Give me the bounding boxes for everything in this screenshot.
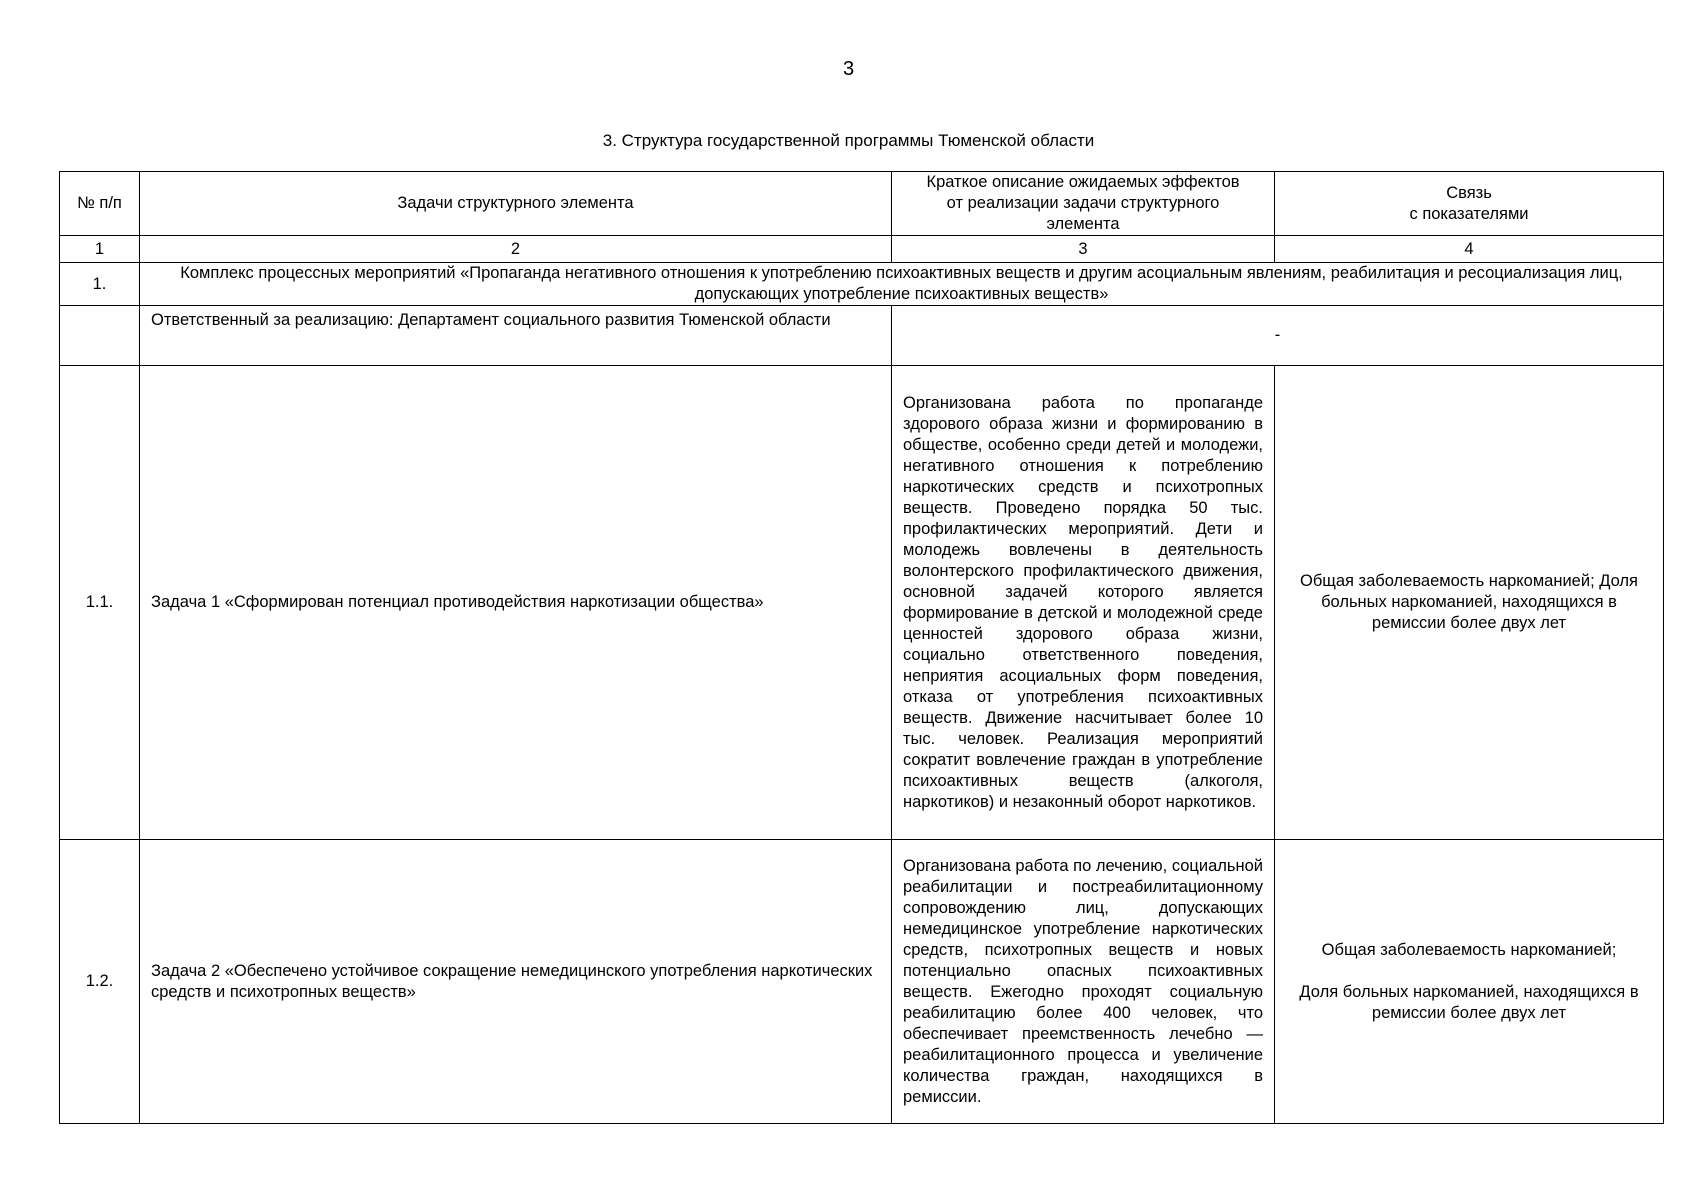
header-indicators-line: Связь	[1446, 183, 1492, 202]
column-number: 1	[60, 236, 140, 263]
table-row	[60, 366, 1664, 840]
column-number: 3	[892, 236, 1275, 263]
column-number: 4	[1275, 236, 1664, 263]
header-indicators-line: с показателями	[1409, 204, 1529, 223]
indicator-item: Доля больных наркоманией, находящихся в ремиссии более двух лет	[1299, 982, 1639, 1022]
effect-text: Организована работа по пропаганде здорового образа жизни и формированию в обществе, особенно среди детей и молодежи, негативного отношения к потреблению наркотических средств и психотропных веществ. Проведено порядка 50 тыс. профилактических мероприятий. Дети и молодежь вовлечены в деятельность волонтерского профилактического движения, основной задачей которого является формирование в детской и молодежной среде ценностей здорового образа жизни, социально ответственного поведения, неприятия асоциальных форм поведения, отказа от употребления психоактивных веществ. Движение насчитывает более 10 тыс. человек. Реализация мероприятий сократит вовлечение граждан в употребление психоактивных веществ (алкоголя, наркотиков) и незаконный оборот наркотиков.	[892, 366, 1275, 840]
responsible-row	[60, 306, 1664, 366]
section-number: 1.	[60, 263, 140, 306]
table-row	[60, 840, 1664, 1124]
header-effects-line: Краткое описание ожидаемых эффектов	[926, 173, 1240, 191]
indicators-cell	[1275, 840, 1664, 1124]
section-row	[60, 263, 1664, 306]
task-text: Задача 1 «Сформирован потенциал противодействия наркотизации общества»	[140, 366, 892, 840]
task-text: Задача 2 «Обеспечено устойчивое сокращение немедицинского употребления наркотических средств и психотропных веществ»	[140, 840, 892, 1124]
page-number: 3	[842, 58, 855, 80]
program-structure-table	[59, 171, 1664, 1124]
section-title: Комплекс процессных мероприятий «Пропаганда негативного отношения к употреблению психоактивных веществ и другим асоциальным явлениям, реабилитация и ресоциализация лиц, допускающих употребление психоактивных веществ»	[140, 263, 1664, 306]
indicator-item: Общая заболеваемость наркоманией;	[1321, 940, 1617, 959]
row-number: 1.2.	[60, 840, 140, 1124]
header-effects-line: от реализации задачи структурного	[946, 194, 1220, 212]
document-title: 3. Структура государственной программы Тюменской области	[602, 131, 1095, 150]
column-number-row	[60, 236, 1664, 263]
header-effects-line: элемента	[1046, 215, 1120, 233]
header-number: № п/п	[60, 172, 140, 236]
column-number: 2	[140, 236, 892, 263]
row-number: 1.1.	[60, 366, 140, 840]
responsible-number-cell	[60, 306, 140, 366]
responsible-text: Ответственный за реализацию: Департамент социального развития Тюменской области	[140, 306, 892, 366]
responsible-value: -	[892, 306, 1664, 366]
indicators-text: Общая заболеваемость наркоманией; Доля больных наркоманией, находящихся в ремиссии более двух лет	[1275, 366, 1664, 840]
header-indicators	[1275, 172, 1664, 236]
header-row	[60, 172, 1664, 236]
header-tasks: Задачи структурного элемента	[140, 172, 892, 236]
effect-text: Организована работа по лечению, социальной реабилитации и постреабилитационному сопровождению лиц, допускающих немедицинское употребление наркотических средств, психотропных веществ и новых потенциально опасных психоактивных веществ. Ежегодно проходят социальную реабилитацию более 400 человек, что обеспечивает преемственность лечебно — реабилитационного процесса и увеличение количества граждан, находящихся в ремиссии.	[892, 840, 1275, 1124]
header-effects	[892, 172, 1275, 236]
